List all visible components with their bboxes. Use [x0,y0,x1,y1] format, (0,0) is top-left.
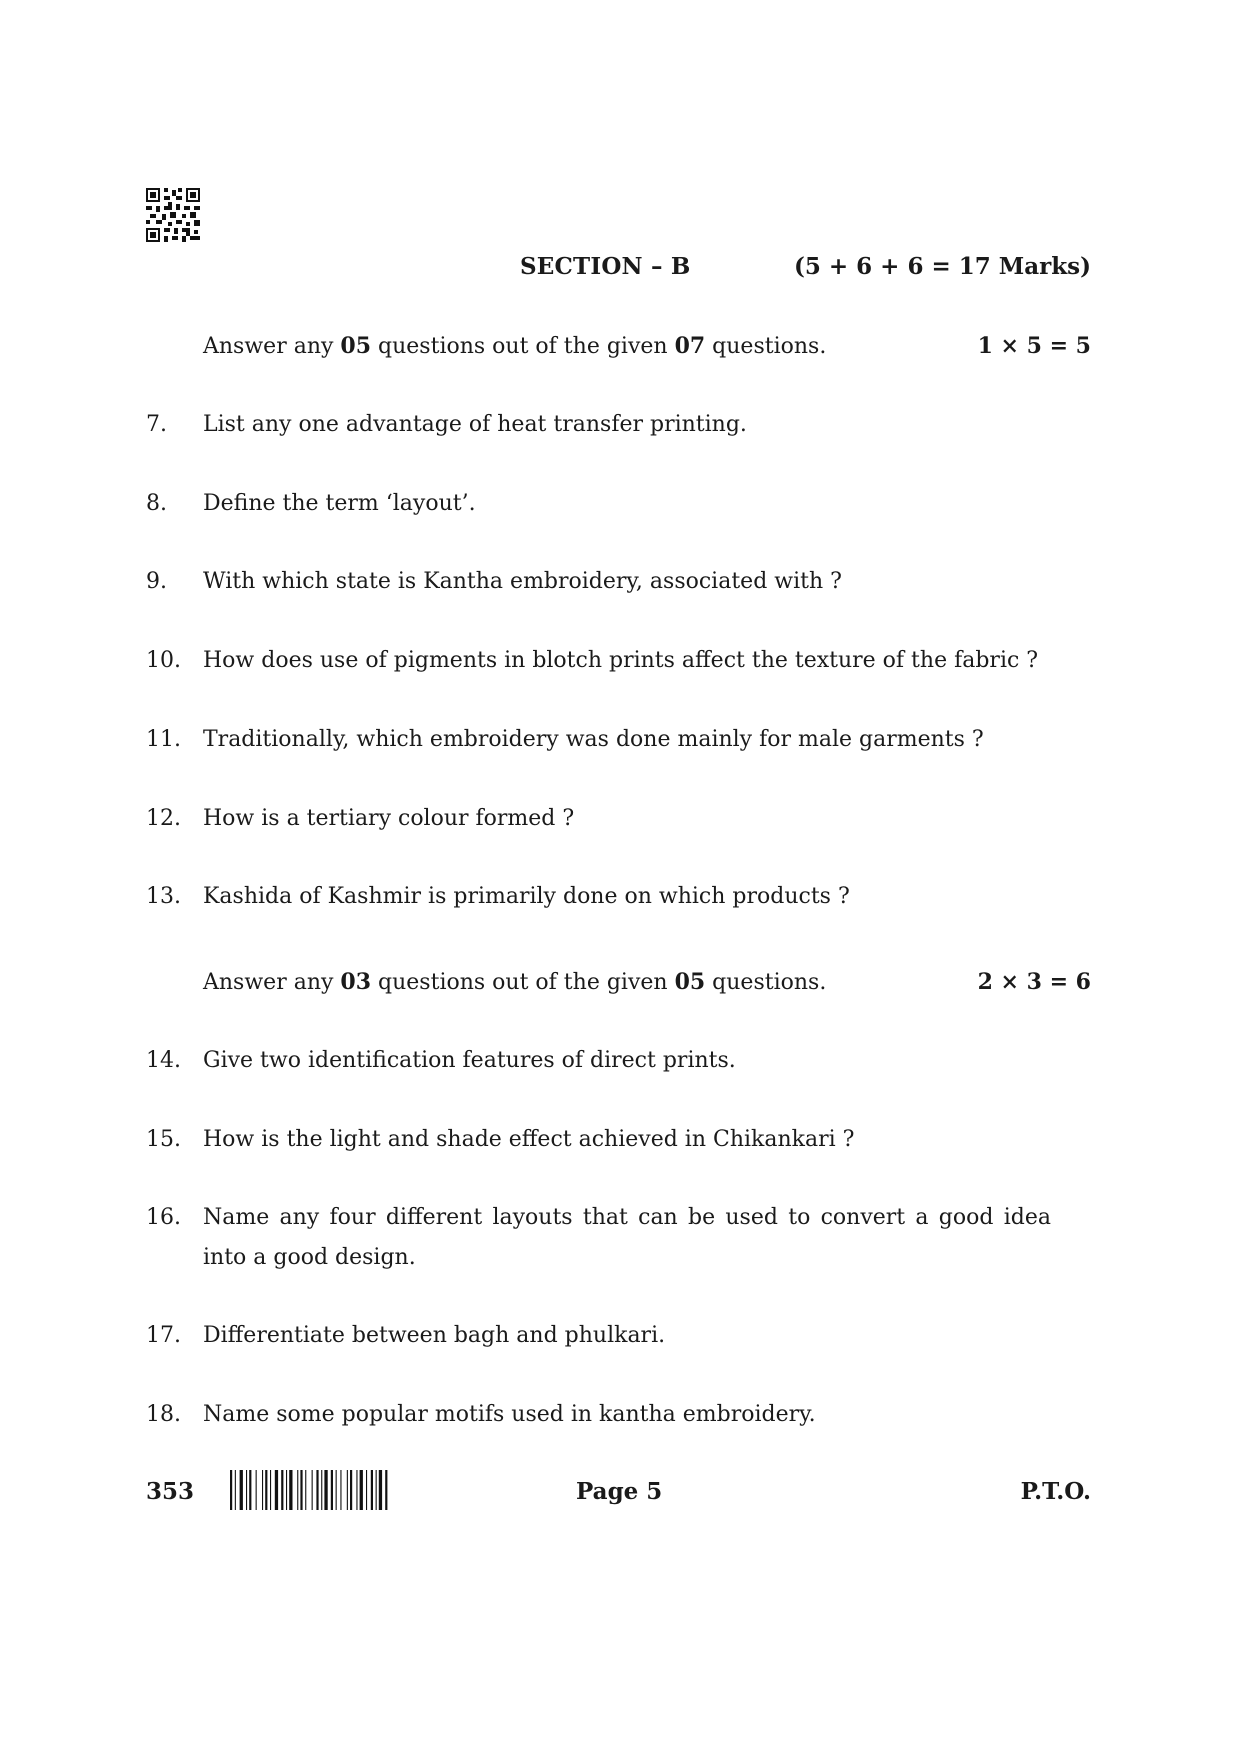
question-number: 7. [146,412,167,437]
question-number: 10. [146,648,181,673]
question-number: 12. [146,806,181,831]
pto-label: P.T.O. [1020,1478,1091,1505]
page-footer [146,1470,1091,1512]
part1-marks: 1 × 5 = 5 [977,333,1091,359]
question-text: Name any four different layouts that can be used to convert a good idea into a good design. [203,1205,1051,1270]
question-text: Give two identification features of direct prints. [203,1048,736,1073]
question-number: 16. [146,1205,181,1230]
question-text: Differentiate between bagh and phulkari. [203,1323,666,1348]
question-text: Kashida of Kashmir is primarily done on which products ? [203,884,850,909]
section-title: SECTION – B [520,253,691,280]
question-8 [146,484,1091,524]
question-number: 11. [146,727,181,752]
question-number: 17. [146,1323,181,1348]
paper-code: 353 [146,1478,195,1505]
section-marks: (5 + 6 + 6 = 17 Marks) [793,253,1091,280]
page-number: Page 5 [576,1478,663,1505]
question-number: 8. [146,491,167,516]
question-text: List any one advantage of heat transfer printing. [203,412,747,437]
question-text: Name some popular motifs used in kantha embroidery. [203,1402,816,1427]
question-text: How is a tertiary colour formed ? [203,806,575,831]
question-text: Define the term ‘layout’. [203,491,476,516]
question-9 [146,562,1091,602]
question-11 [146,720,1091,760]
question-14 [146,1041,1091,1081]
question-number: 13. [146,884,181,909]
question-16 [146,1198,1091,1278]
question-text: Traditionally, which embroidery was done mainly for male garments ? [203,727,984,752]
part2-marks: 2 × 3 = 6 [977,969,1091,995]
question-number: 15. [146,1127,181,1152]
question-text: With which state is Kantha embroidery, associated with ? [203,569,842,594]
question-13 [146,877,1091,917]
question-text: How does use of pigments in blotch prints affect the texture of the fabric ? [203,648,1039,673]
question-number: 18. [146,1402,181,1427]
question-7 [146,405,1091,445]
question-number: 9. [146,569,167,594]
question-10 [146,641,1091,681]
question-15 [146,1120,1091,1160]
part2-instruction [203,969,1091,995]
part1-instruction-text: Answer any 05 questions out of the given 07 questions. [203,333,827,359]
question-18 [146,1395,1091,1435]
question-text: How is the light and shade effect achieved in Chikankari ? [203,1127,855,1152]
question-number: 14. [146,1048,181,1073]
part1-instruction [203,333,1091,359]
part2-instruction-text: Answer any 03 questions out of the given 05 questions. [203,969,827,995]
qr-code-icon [146,188,200,242]
barcode-icon [230,1470,438,1510]
question-17 [146,1316,1091,1356]
question-12 [146,799,1091,839]
